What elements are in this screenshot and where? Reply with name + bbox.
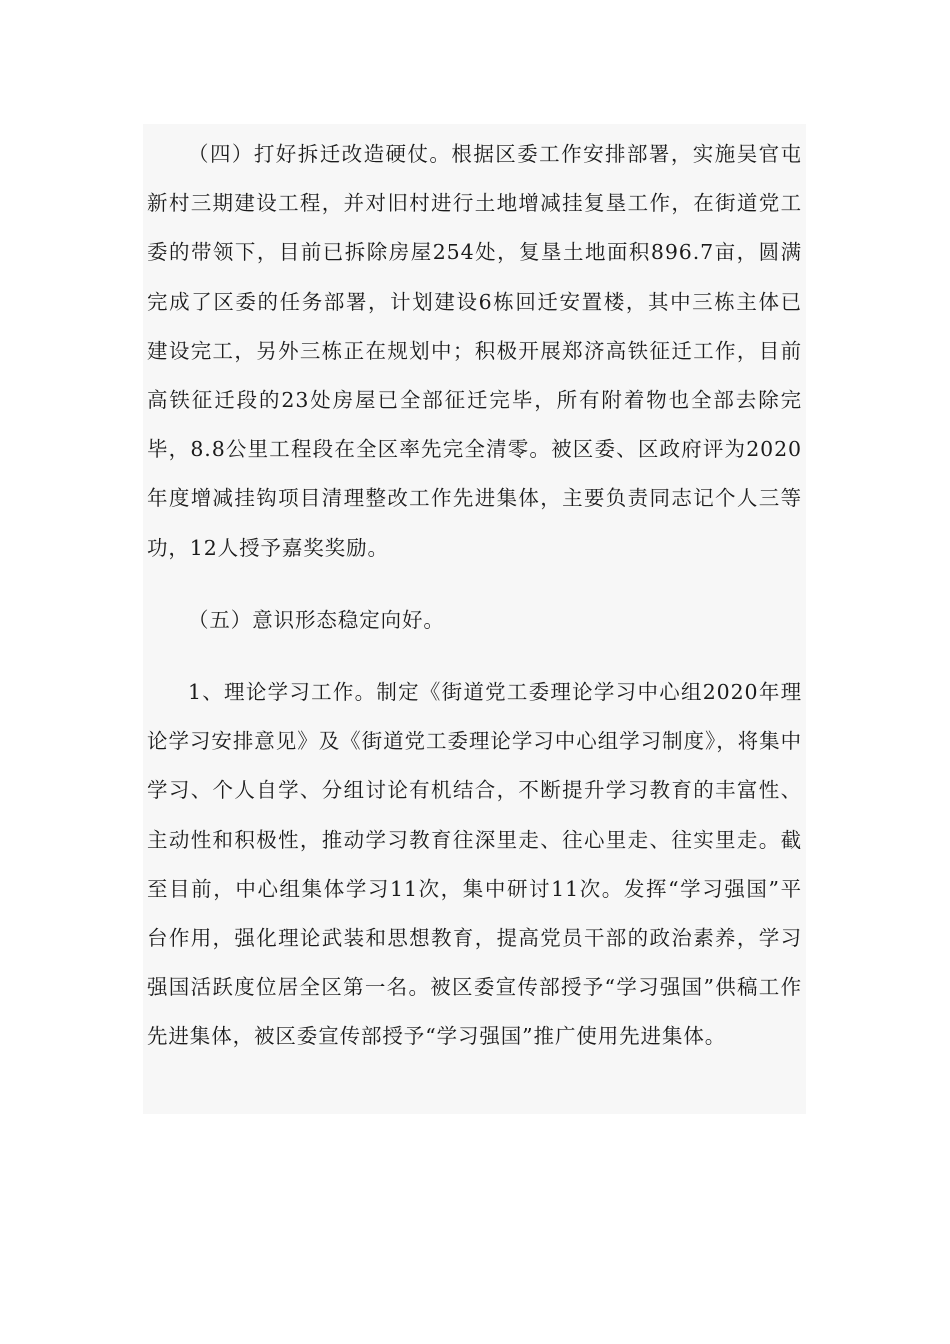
paragraph-ideology-heading: （五）意识形态稳定向好。 — [188, 607, 445, 632]
paragraph-theory-study: 1、理论学习工作。制定《街道党工委理论学习中心组2020年理论学习安排意见》及《街道党工委理论学习中心组学习制度》，将集中学习、个人自学、分组讨论有机结合，不断提升学习教育的丰富性、主动性和积极性，推动学习教育往深里走、往心里走、往实里走。截至目前，中心组集体学习11次，集中研讨11次。发挥“学习强国”平台作用，强化理论武装和思想教育，提高党员干部的政治素养，学习强国活跃度位居全区第一名。被区委宣传部授予“学习强国”供稿工作先进集体，被区委宣传部授予“学习强国”推广使用先进集体。 — [147, 680, 802, 1049]
document-body — [143, 124, 806, 1114]
paragraph-demolition: （四）打好拆迁改造硬仗。根据区委工作安排部署，实施吴官屯新村三期建设工程，并对旧村进行土地增减挂复垦工作，在街道党工委的带领下，目前已拆除房屋254处，复垦土地面积896.7亩，圆满完成了区委的任务部署，计划建设6栋回迁安置楼，其中三栋主体已建设完工，另外三栋正在规划中；积极开展郑济高铁征迁工作，目前高铁征迁段的23处房屋已全部征迁完毕，所有附着物也全部去除完毕，8.8公里工程段在全区率先完全清零。被区委、区政府评为2020年度增减挂钩项目清理整改工作先进集体，主要负责同志记个人三等功，12人授予嘉奖奖励。 — [147, 142, 802, 560]
